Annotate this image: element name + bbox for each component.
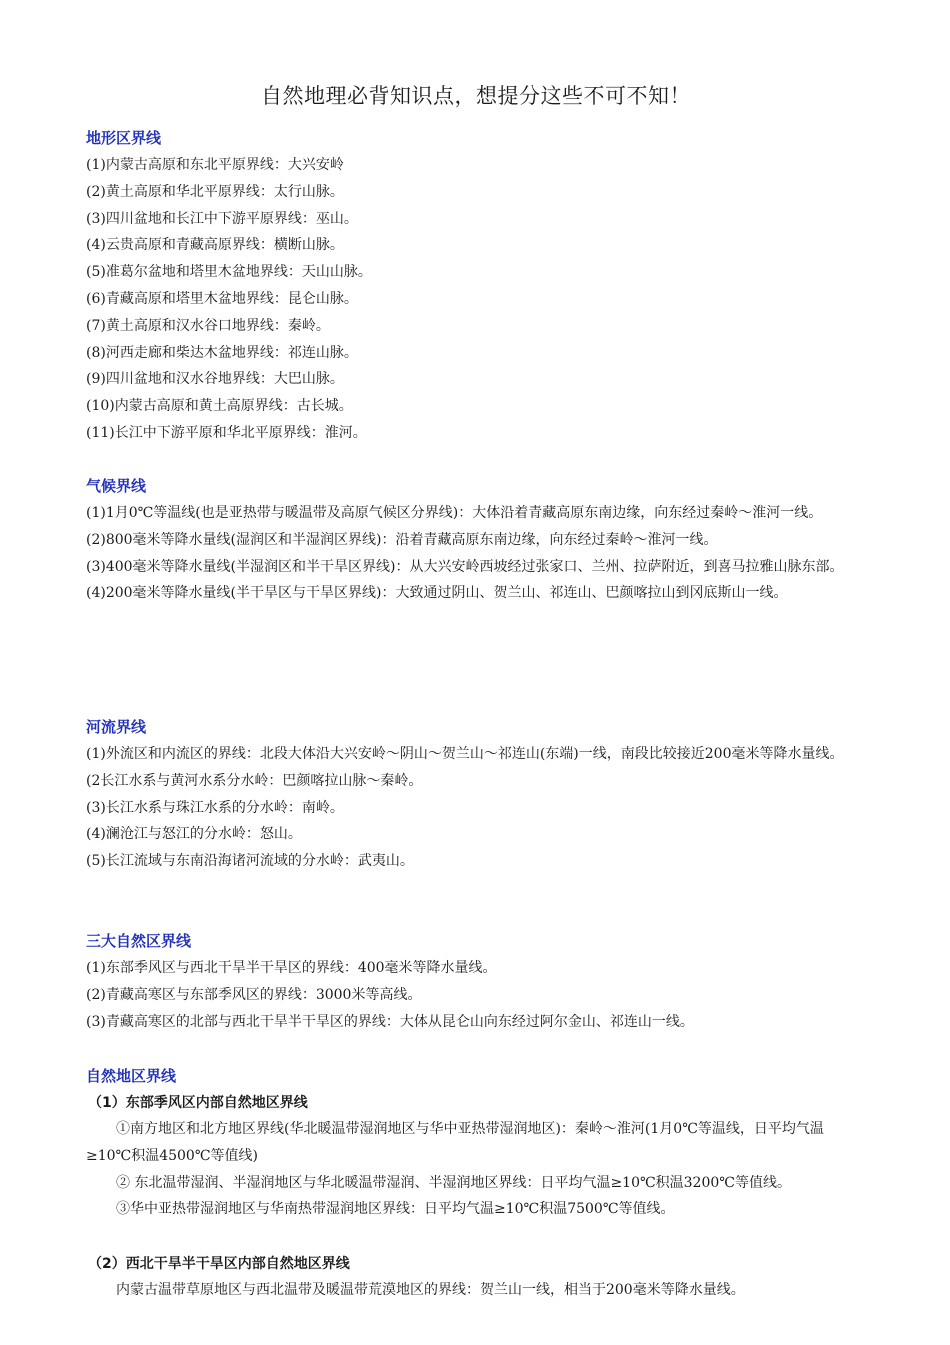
section-heading: 气候界线	[86, 477, 147, 495]
list-item: (1)1月0℃等温线(也是亚热带与暖温带及高原气候区分界线)：大体沿着青藏高原东南边缘，向东经过秦岭～淮河一线。	[86, 505, 823, 521]
section-natural-regions-sub2	[86, 1251, 866, 1304]
list-item: (3)四川盆地和长江中下游平原界线：巫山。	[86, 210, 358, 227]
list-item: (3)长江水系与珠江水系的分水岭：南岭。	[86, 799, 344, 816]
list-item: (4)澜沧江与怒江的分水岭：怒山。	[86, 826, 302, 843]
section-heading: 三大自然区界线	[86, 932, 192, 950]
section-three-regions	[86, 928, 866, 1035]
list-item: (5)准葛尔盆地和塔里木盆地界线：天山山脉。	[86, 264, 372, 281]
section-heading: 自然地区界线	[86, 1067, 177, 1085]
list-item: (8)河西走廊和柴达木盆地界线：祁连山脉。	[86, 344, 358, 361]
list-item: (1)内蒙古高原和东北平原界线：大兴安岭	[86, 157, 344, 173]
list-item: (10)内蒙古高原和黄土高原界线：古长城。	[86, 398, 353, 415]
list-item: (9)四川盆地和汉水谷地界线：大巴山脉。	[86, 371, 344, 388]
list-item: (4)云贵高原和青藏高原界线：横断山脉。	[86, 237, 344, 254]
list-item: (11)长江中下游平原和华北平原界线：淮河。	[86, 424, 367, 441]
page-title: 自然地理必背知识点，想提分这些不可不知！	[261, 84, 691, 108]
list-item: (3)400毫米等降水量线(半湿润区和半干旱区界线)：从大兴安岭西坡经过张家口、兰州、拉萨附近，到喜马拉雅山脉东部。	[86, 558, 844, 575]
subsection-heading: （2）西北干旱半干旱区内部自然地区界线	[88, 1256, 350, 1272]
section-terrain	[86, 125, 866, 447]
list-item: (2)青藏高寒区与东部季风区的界线：3000米等高线。	[86, 986, 422, 1003]
list-item: ② 东北温带湿润、半湿润地区与华北暖温带湿润、半湿润地区界线：日平均气温≥10℃积温3200℃等值线。	[116, 1174, 791, 1191]
list-item: (2)800毫米等降水量线(湿润区和半湿润区界线)：沿着青藏高原东南边缘，向东经过秦岭～淮河一线。	[86, 531, 718, 548]
list-item: 内蒙古温带草原地区与西北温带及暖温带荒漠地区的界线：贺兰山一线，相当于200毫米等降水量线。	[116, 1282, 745, 1298]
list-item: (7)黄土高原和汉水谷口地界线：秦岭。	[86, 317, 330, 334]
section-heading: 河流界线	[86, 718, 147, 736]
section-climate	[86, 473, 866, 607]
list-item: (1)外流区和内流区的界线：北段大体沿大兴安岭～阴山～贺兰山～祁连山(东端)一线，南段比较接近200毫米等降水量线。	[86, 746, 844, 762]
section-natural-regions	[86, 1063, 866, 1223]
list-item: (4)200毫米等降水量线(半干旱区与干旱区界线)：大致通过阴山、贺兰山、祁连山、巴颜喀拉山到冈底斯山一线。	[86, 585, 788, 602]
list-item: ①南方地区和北方地区界线(华北暖温带湿润地区与华中亚热带湿润地区)：秦岭～淮河(1月0℃等温线，日平均气温≥10℃积温4500℃等值线)	[86, 1121, 824, 1164]
list-item: (5)长江流域与东南沿海诸河流域的分水岭：武夷山。	[86, 853, 414, 870]
section-river	[86, 714, 866, 875]
list-item: (2长江水系与黄河水系分水岭：巴颜喀拉山脉～秦岭。	[86, 772, 423, 789]
subsection-heading: （1）东部季风区内部自然地区界线	[88, 1095, 308, 1111]
section-heading: 地形区界线	[86, 129, 162, 147]
list-item: (6)青藏高原和塔里木盆地界线：昆仑山脉。	[86, 290, 358, 307]
list-item: ③华中亚热带湿润地区与华南热带湿润地区界线：日平均气温≥10℃积温7500℃等值线。	[116, 1201, 675, 1218]
list-item: (1)东部季风区与西北干旱半干旱区的界线：400毫米等降水量线。	[86, 960, 497, 976]
list-item: (2)黄土高原和华北平原界线：太行山脉。	[86, 183, 344, 200]
list-item: (3)青藏高寒区的北部与西北干旱半干旱区的界线：大体从昆仑山向东经过阿尔金山、祁连山一线。	[86, 1013, 694, 1030]
